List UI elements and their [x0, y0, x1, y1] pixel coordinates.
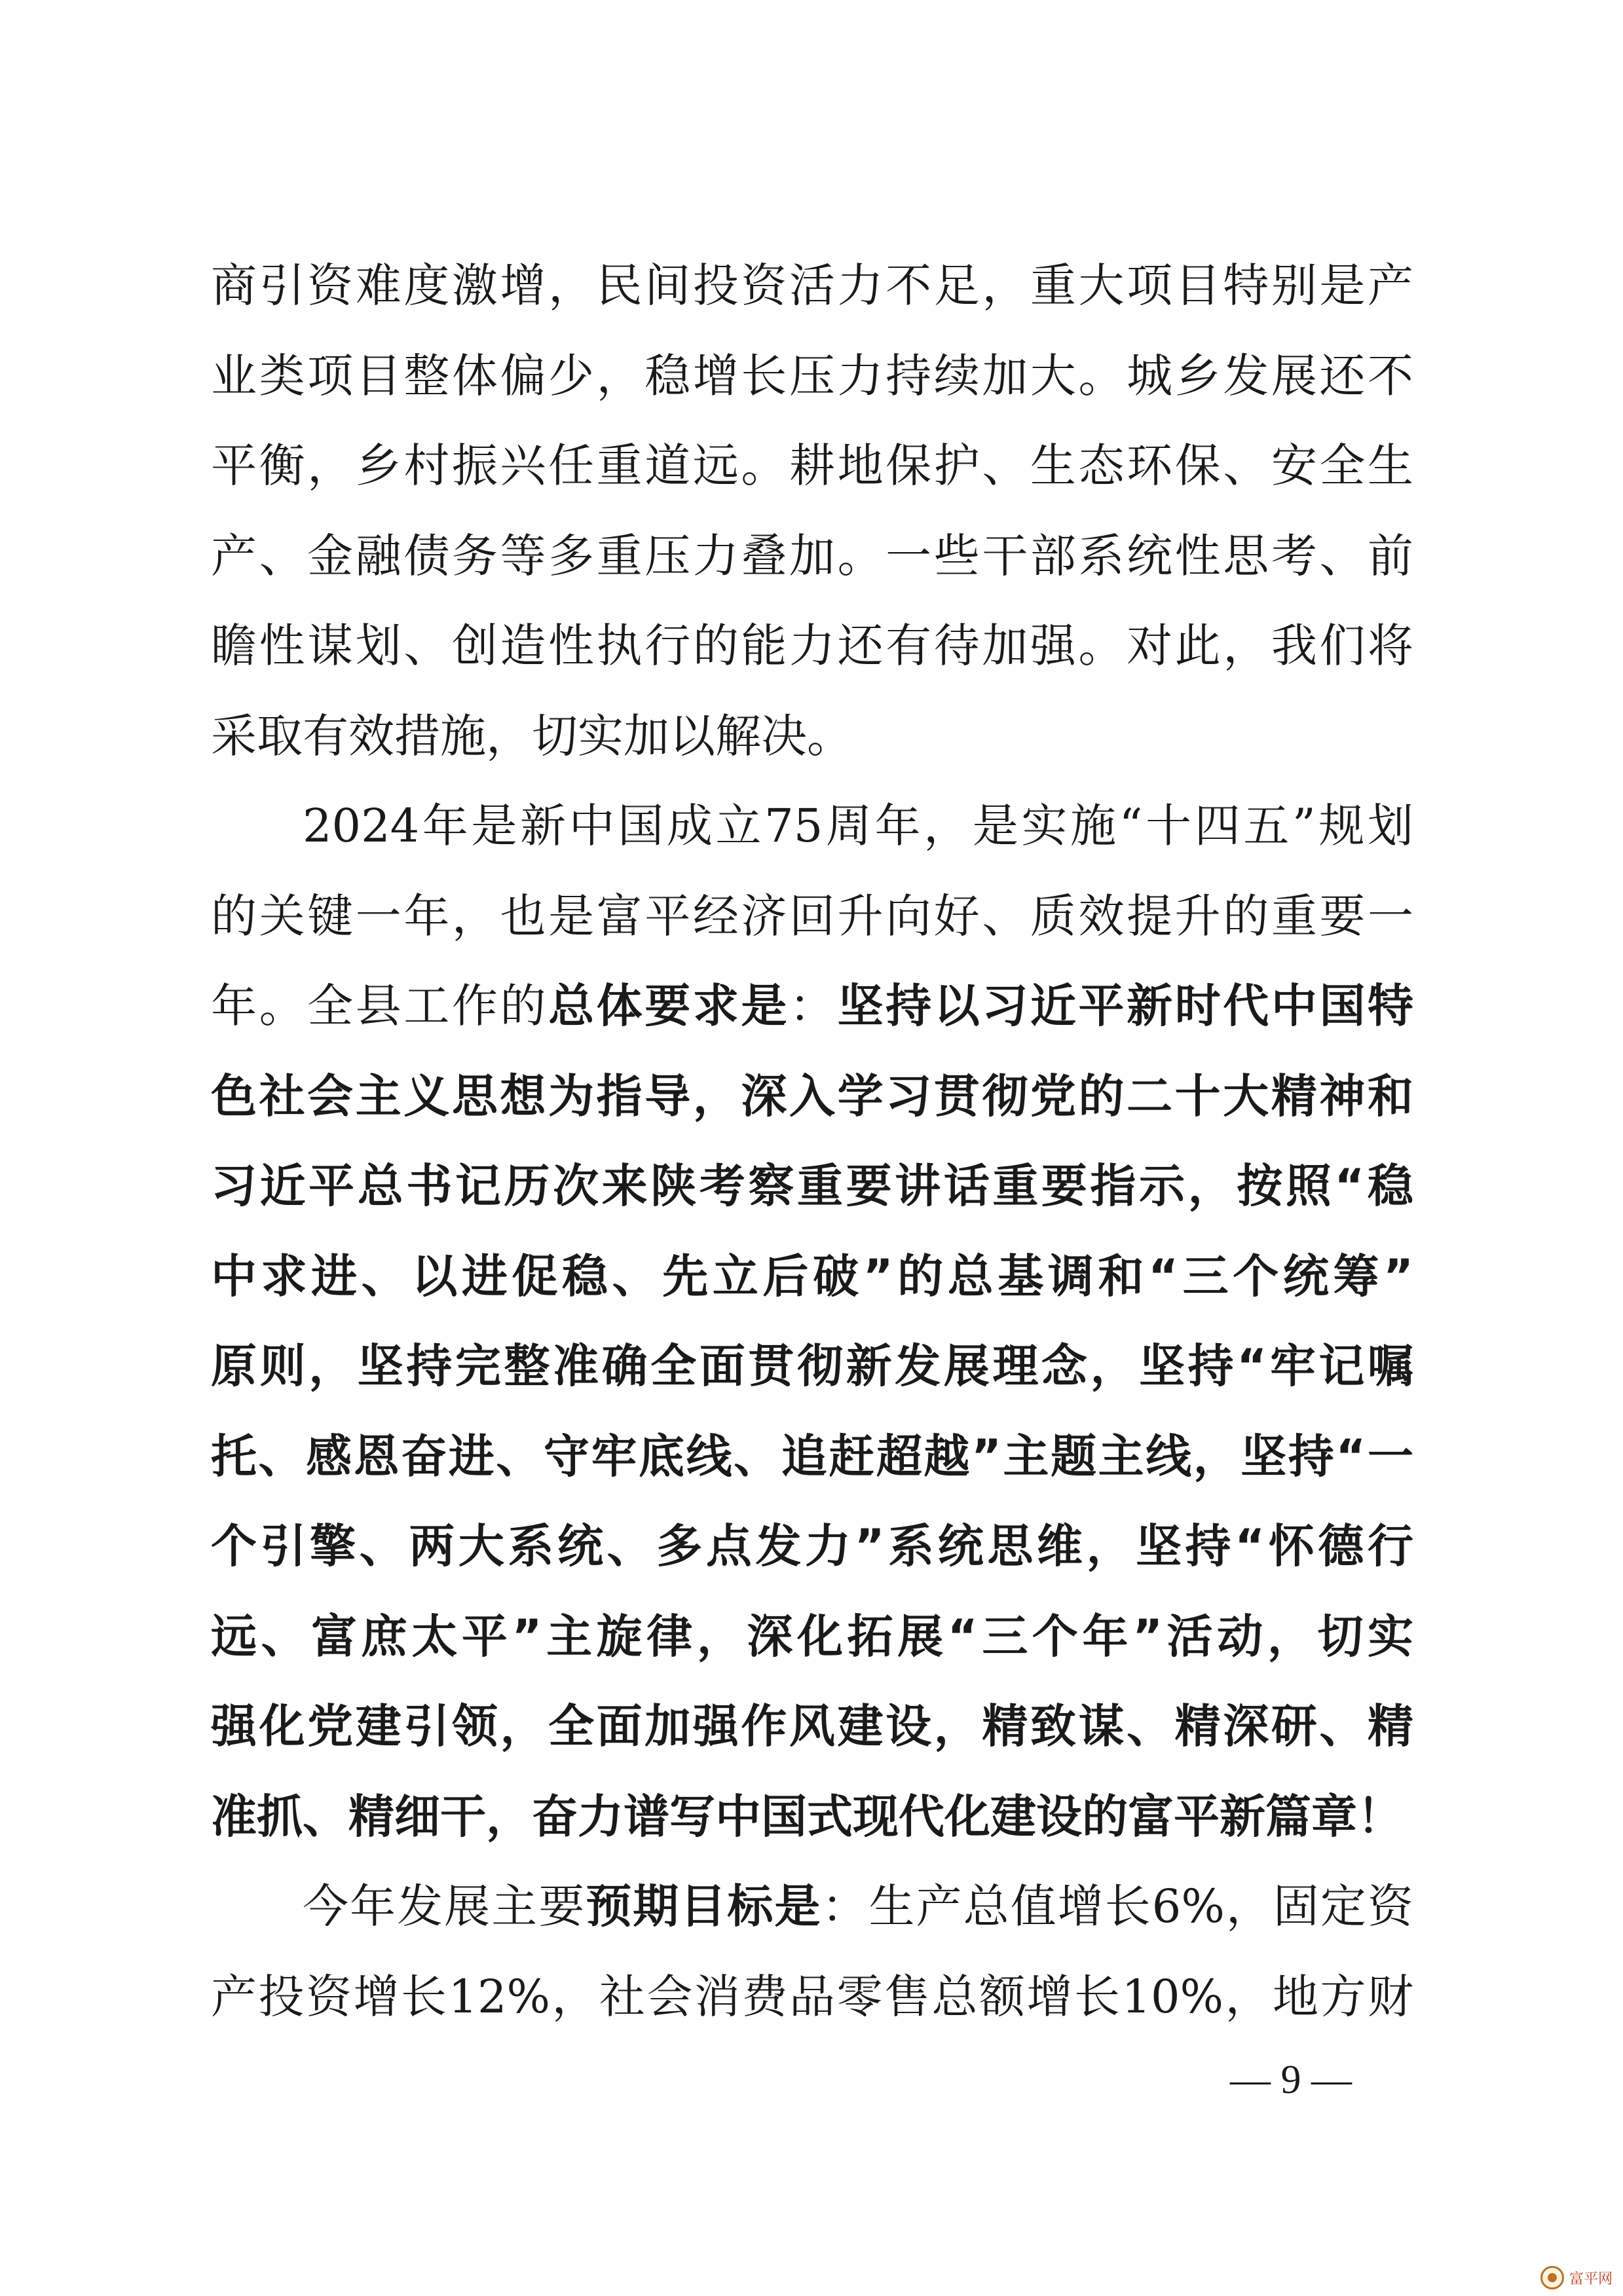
watermark-text: 富平网	[1569, 2270, 1613, 2287]
bold-text-segment: 个引擎、两大系统、多点发力”系统思维，坚持“怀德行	[211, 1519, 1413, 1573]
text-line	[211, 1052, 1413, 1142]
text-segment: 采取有效措施，切实加以解决。	[211, 709, 853, 763]
site-logo-icon	[1540, 2266, 1564, 2289]
text-line	[211, 1772, 1413, 1862]
watermark	[1540, 2263, 1619, 2292]
text-line	[211, 511, 1413, 602]
bold-text-segment: 强化党建引领，全面加强作风建设，精致谋、精深研、精	[211, 1699, 1413, 1753]
text-segment: 产投资增长12%，社会消费品零售总额增长10%，地方财	[211, 1969, 1413, 2024]
page-number: — 9 —	[1230, 2058, 1352, 2102]
bold-text-segment: 原则，坚持完整准确全面贯彻新发展理念，坚持“牢记嘱	[211, 1339, 1413, 1393]
text-segment: 瞻性谋划、创造性执行的能力还有待加强。对此，我们将	[211, 619, 1413, 673]
text-segment: 平衡，乡村振兴任重道远。耕地保护、生态环保、安全生	[211, 439, 1413, 492]
body-text	[211, 241, 1413, 2042]
bold-text-segment: 坚持以习近平新时代中国特	[837, 979, 1414, 1033]
text-line	[211, 961, 1413, 1052]
text-segment: 商引资难度激增，民间投资活力不足，重大项目特别是产	[211, 259, 1413, 312]
text-segment: ：	[789, 979, 838, 1033]
bold-text-segment: 总体要求是	[548, 979, 790, 1033]
text-segment: 的关键一年，也是富平经济回升向好、质效提升的重要一	[211, 889, 1413, 943]
text-segment: 产、金融债务等多重压力叠加。一些干部系统性思考、前	[211, 528, 1413, 583]
text-line	[211, 1952, 1413, 2043]
bold-text-segment: 远、富庶太平”主旋律，深化拓展“三个年”活动，切实	[211, 1609, 1413, 1663]
text-line	[211, 1682, 1413, 1772]
text-line	[211, 421, 1413, 511]
text-segment: 2024年是新中国成立75周年，是实施“十四五”规划	[303, 799, 1413, 853]
bold-text-segment: 准抓、精细干，奋力谱写中国式现代化建设的富平新篇章！	[211, 1789, 1403, 1843]
text-line	[211, 1141, 1413, 1232]
text-line	[211, 1232, 1413, 1322]
bold-text-segment: 托、感恩奋进、守牢底线、追赶超越”主题主线，坚持“一	[211, 1429, 1413, 1483]
bold-text-segment: 习近平总书记历次来陕考察重要讲话重要指示，按照“稳	[211, 1159, 1413, 1213]
text-line	[211, 781, 1413, 872]
text-segment: 业类项目整体偏少，稳增长压力持续加大。城乡发展还不	[211, 348, 1413, 403]
text-line	[211, 1862, 1413, 1952]
text-line	[211, 241, 1413, 331]
text-line	[211, 601, 1413, 692]
text-line	[211, 692, 1413, 782]
text-line	[211, 1322, 1413, 1412]
text-line	[211, 872, 1413, 962]
bold-text-segment: 色社会主义思想为指导，深入学习贯彻党的二十大精神和	[211, 1069, 1413, 1123]
text-segment: 今年发展主要	[303, 1879, 586, 1933]
text-line	[211, 1592, 1413, 1682]
text-segment: ：生产总值增长6%，固定资	[821, 1879, 1414, 1933]
bold-text-segment: 中求进、以进促稳、先立后破”的总基调和“三个统筹”	[211, 1249, 1413, 1303]
text-line	[211, 331, 1413, 422]
text-line	[211, 1412, 1413, 1502]
bold-text-segment: 预期目标是	[586, 1879, 822, 1933]
text-line	[211, 1502, 1413, 1592]
text-segment: 年。全县工作的	[211, 979, 549, 1033]
